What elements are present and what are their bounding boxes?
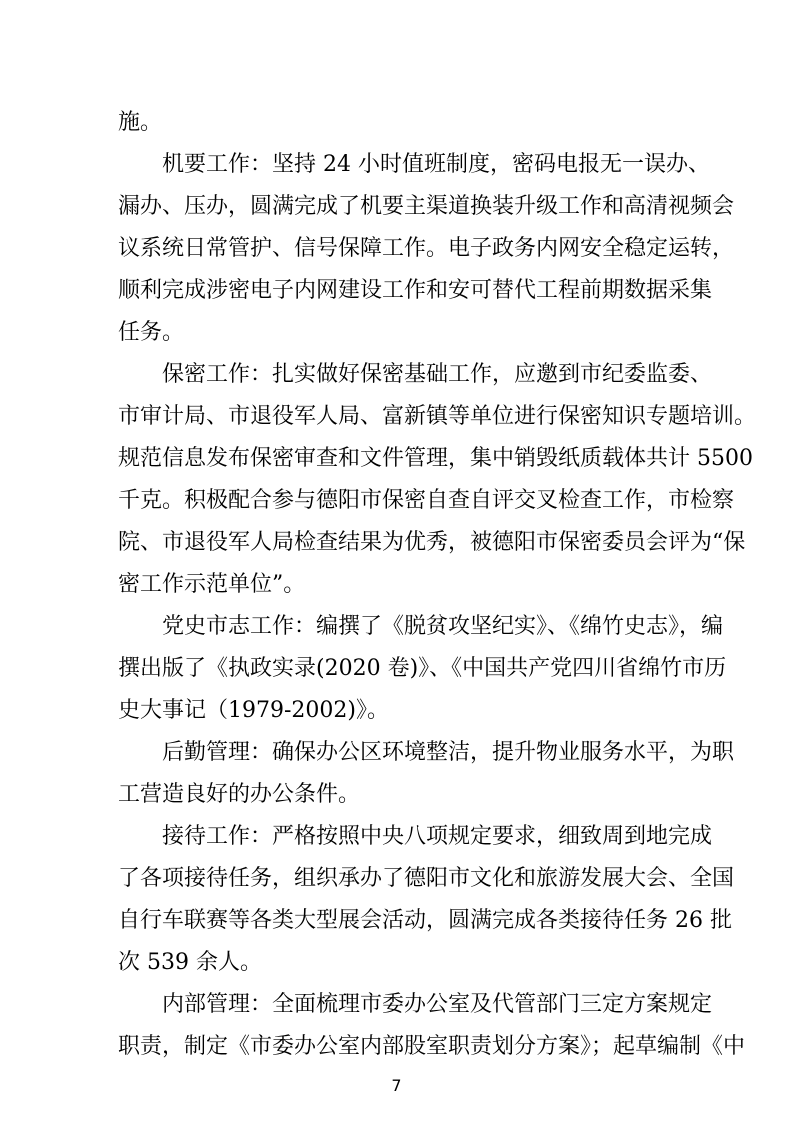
text-line: 规范信息发布保密审查和文件管理，集中销毁纸质载体共计 5500 (118, 446, 753, 471)
text-line: 院、市退役军人局检查结果为优秀，被德阳市保密委员会评为“保 (118, 530, 746, 555)
text-line: 千克。积极配合参与德阳市保密自查自评交叉检查工作，市检察 (118, 488, 735, 513)
text-line: 市审计局、市退役军人局、富新镇等单位进行保密知识专题培训。 (118, 404, 757, 429)
text-line: 任务。 (118, 320, 185, 345)
text-line: 了各项接待任务，组织承办了德阳市文化和旅游发展大会、全国 (118, 866, 735, 891)
text-line: 议系统日常管护、信号保障工作。电子政务内网安全稳定运转， (118, 236, 735, 261)
text-line: 机要工作：坚持 24 小时值班制度，密码电报无一误办、 (162, 152, 710, 177)
text-line: 党史市志工作：编撰了《脱贫攻坚纪实》、《绵竹史志》，编 (162, 614, 724, 639)
text-line: 施。 (118, 110, 163, 135)
text-line: 自行车联赛等各类大型展会活动，圆满完成各类接待任务 26 批 (118, 908, 732, 933)
page-number: 7 (391, 1076, 402, 1095)
text-line: 漏办、压办，圆满完成了机要主渠道换装升级工作和高清视频会 (118, 194, 735, 219)
text-line: 撰出版了《执政实录(2020 卷)》、《中国共产党四川省绵竹市历 (118, 656, 727, 681)
text-line: 接待工作：严格按照中央八项规定要求，细致周到地完成 (162, 824, 713, 849)
text-line: 史大事记（1979-2002)》。 (118, 698, 389, 723)
text-line: 保密工作：扎实做好保密基础工作，应邀到市纪委监委、 (162, 362, 713, 387)
text-line: 密工作示范单位”。 (118, 572, 306, 597)
text-line: 顺利完成涉密电子内网建设工作和安可替代工程前期数据采集 (118, 278, 713, 303)
text-line: 次 539 余人。 (118, 950, 262, 975)
text-line: 后勤管理：确保办公区环境整洁，提升物业服务水平，为职 (162, 740, 735, 765)
text-line: 职责，制定《市委办公室内部股室职责划分方案》；起草编制《中 (118, 1034, 746, 1059)
text-line: 工营造良好的办公条件。 (118, 782, 361, 807)
text-line: 内部管理：全面梳理市委办公室及代管部门三定方案规定 (162, 992, 713, 1017)
